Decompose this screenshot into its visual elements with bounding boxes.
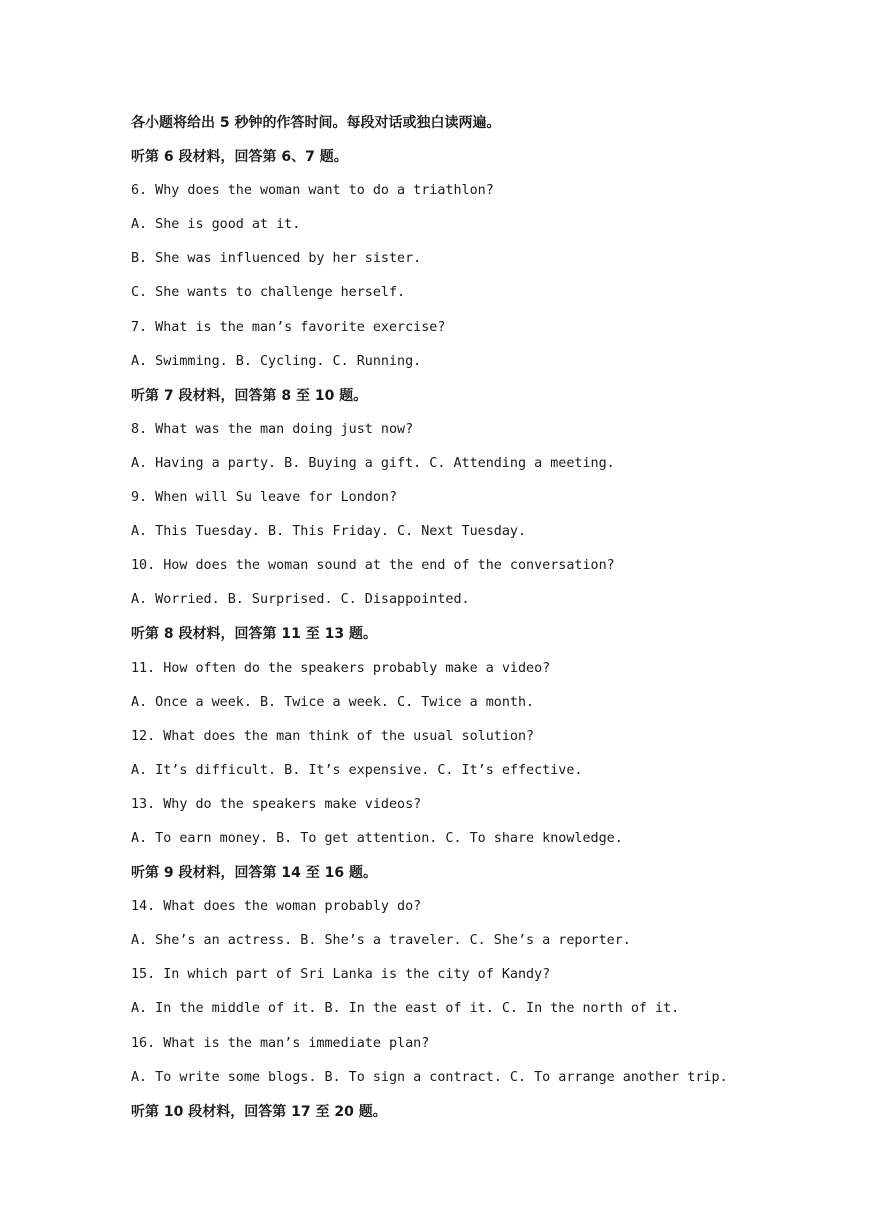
question-11: 11. How often do the speakers probably make a video? [131,660,551,676]
question-13: 13. Why do the speakers make videos? [131,796,422,812]
options-line: A. To write some blogs. B. To sign a contract. C. To arrange another trip. [131,1069,728,1085]
options-line: A. In the middle of it. B. In the east of it. C. In the north of it. [131,1001,680,1017]
question-7: 7. What is the man’s favorite exercise? [131,319,446,335]
option-line: C. She wants to challenge herself. [131,285,406,301]
section-heading: 听第 7 段材料，回答第 8 至 10 题。 [131,387,368,404]
options-line: A. To earn money. B. To get attention. C. To share knowledge. [131,830,623,846]
question-16: 16. What is the man’s immediate plan? [131,1035,430,1051]
options-line: A. Worried. B. Surprised. C. Disappointed. [131,592,470,608]
section-heading: 听第 9 段材料，回答第 14 至 16 题。 [131,865,377,882]
question-10: 10. How does the woman sound at the end of the conversation? [131,558,615,574]
question-6: 6. Why does the woman want to do a triathlon? [131,183,494,199]
question-12: 12. What does the man think of the usual solution? [131,728,535,744]
section-heading: 听第 8 段材料，回答第 11 至 13 题。 [131,626,377,643]
question-8: 8. What was the man doing just now? [131,421,414,437]
options-line: A. Having a party. B. Buying a gift. C. Attending a meeting. [131,455,615,471]
option-line: A. She is good at it. [131,217,301,233]
question-15: 15. In which part of Sri Lanka is the city of Kandy? [131,967,551,983]
options-line: A. Once a week. B. Twice a week. C. Twice a month. [131,694,535,710]
options-line: A. This Tuesday. B. This Friday. C. Next Tuesday. [131,524,527,540]
options-line: A. She’s an actress. B. She’s a traveler. C. She’s a reporter. [131,933,631,949]
section-heading: 听第 10 段材料，回答第 17 至 20 题。 [131,1103,387,1120]
option-line: B. She was influenced by her sister. [131,251,422,267]
document-page [131,112,831,1135]
options-line: A. Swimming. B. Cycling. C. Running. [131,353,422,369]
instruction-line: 各小题将给出 5 秒钟的作答时间。每段对话或独白读两遍。 [131,115,501,131]
question-9: 9. When will Su leave for London? [131,490,398,506]
section-heading: 听第 6 段材料，回答第 6、7 题。 [131,149,348,166]
question-14: 14. What does the woman probably do? [131,899,422,915]
options-line: A. It’s difficult. B. It’s expensive. C. It’s effective. [131,762,583,778]
